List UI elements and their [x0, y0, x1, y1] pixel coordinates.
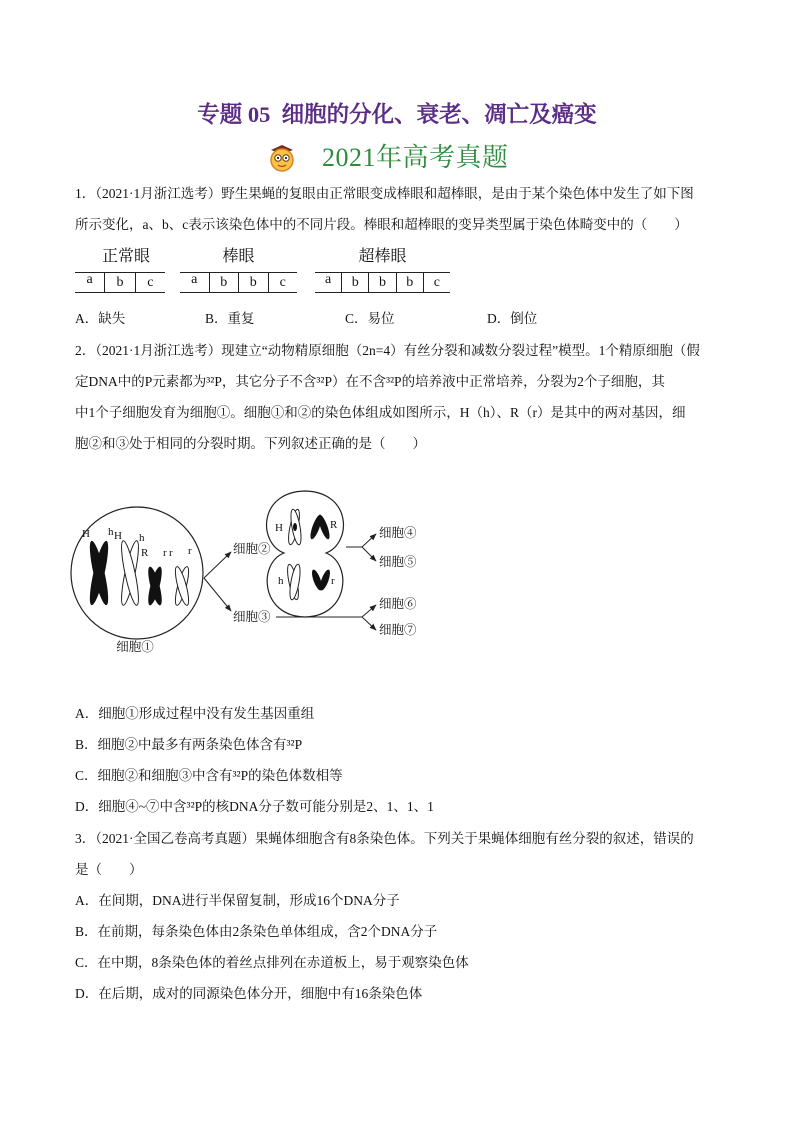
- cell-5-label: 细胞⑤: [379, 555, 417, 569]
- chromosome-large-black: [86, 540, 112, 607]
- chromosome-bar-normal: [75, 272, 165, 293]
- option-c: C．在中期，8条染色体的着丝点排列在赤道板上，易于观察染色体: [75, 955, 469, 970]
- stem-line: 是（ ）: [75, 862, 143, 877]
- cell-4-label: 细胞④: [379, 526, 417, 540]
- chromosome-large-white: [118, 540, 142, 607]
- pupil-right: [285, 157, 287, 159]
- segment: b: [209, 273, 239, 292]
- pupil-left: [277, 157, 279, 159]
- bar-label: 正常眼: [101, 246, 150, 265]
- question-3: [75, 823, 775, 1009]
- stem-line: 中1个子细胞发育为细胞①。细胞①和②的染色体组成如图所示，H（h）、R（r）是其中的两对基因，细: [75, 405, 686, 420]
- options-row: [75, 303, 775, 334]
- segment: c: [268, 273, 298, 292]
- segment: b: [104, 273, 134, 292]
- gene-label: H: [114, 530, 122, 542]
- cell-3-label: 细胞③: [233, 610, 271, 624]
- gene-label: r: [163, 547, 167, 559]
- segment: a: [191, 272, 198, 287]
- normal-eye-group: [75, 245, 165, 293]
- segment: c: [423, 273, 450, 292]
- cell-division-diagram: [0, 480, 794, 660]
- stem-line: 3．（2021·全国乙卷高考真题）果蝇体细胞含有8条染色体。下列关于果蝇体细胞有丝分裂的叙述，错误的: [75, 831, 694, 846]
- gene-label: r: [188, 545, 192, 557]
- question-1-stem: [75, 178, 775, 240]
- option-b: B．重复: [205, 311, 255, 326]
- arrow-to-cell-6: [362, 605, 376, 617]
- segment: a: [86, 272, 93, 287]
- segment: b: [368, 273, 395, 292]
- option-a: A．细胞①形成过程中没有发生基因重组: [75, 706, 315, 721]
- bar-label: 棒眼: [222, 246, 255, 265]
- question-1-figure: [0, 245, 794, 297]
- chromosome-bar-bar-eye: [180, 272, 297, 293]
- option-d: D．在后期，成对的同源染色体分开，细胞中有16条染色体: [75, 986, 423, 1001]
- option-d: D．细胞④~⑦中含³²P的核DNA分子数可能分别是2、1、1、1: [75, 799, 434, 814]
- arrow-to-cell-2: [204, 552, 231, 578]
- cell-2-label: 细胞②: [233, 542, 271, 556]
- stem-line: 胞②和③处于相同的分裂时期。下列叙述正确的是（ ）: [75, 436, 426, 451]
- gene-label: r: [331, 575, 335, 587]
- cell-7-label: 细胞⑦: [379, 623, 417, 637]
- stem-line: 1．（2021·1月浙江选考）野生果蝇的复眼由正常眼变成棒眼和超棒眼，是由于某个染色体中发生了如下图: [75, 186, 694, 201]
- gene-label: h: [278, 575, 284, 587]
- arrow-to-cell-4: [362, 534, 376, 547]
- question-1-options: [75, 303, 775, 334]
- option-d: D．倒位: [487, 311, 538, 326]
- option-c: C．易位: [345, 311, 395, 326]
- stem-line: 定DNA中的P元素都为³²P，其它分子不含³²P）在不含³²P的培养液中正常培养，分裂为2个子细胞，其: [75, 374, 665, 389]
- gene-label: H: [275, 522, 283, 534]
- question-2-stem: [75, 335, 775, 459]
- cell-1-label: 细胞①: [116, 640, 154, 654]
- chromosome-bottom-black: [310, 568, 332, 591]
- gene-label: h: [108, 526, 114, 538]
- arrow-to-cell-7: [362, 617, 376, 630]
- segment: a: [324, 272, 332, 287]
- chromosome-top-black: [308, 514, 331, 541]
- option-b: B．在前期，每条染色体由2条染色单体组成，含2个DNA分子: [75, 924, 438, 939]
- chromosome-bar-ultra-bar-eye: [315, 272, 450, 293]
- arrow-to-cell-5: [362, 547, 376, 561]
- gene-label: H: [82, 528, 90, 540]
- arrow-to-cell-3: [204, 578, 231, 611]
- segment: c: [135, 273, 165, 292]
- segment: b: [341, 273, 368, 292]
- section-subtitle: 2021年高考真题: [322, 143, 509, 172]
- bar-label: 超棒眼: [358, 246, 407, 265]
- stem-line: 2．（2021·1月浙江选考）现建立“动物精原细胞（2n=4）有丝分裂和减数分裂过程”模型。1个精原细胞（假: [75, 343, 700, 358]
- gene-label: R: [330, 519, 338, 531]
- segment: b: [396, 273, 423, 292]
- segment: b: [238, 273, 268, 292]
- option-a: A．缺失: [75, 311, 126, 326]
- option-a: A．在间期，DNA进行半保留复制，形成16个DNA分子: [75, 893, 400, 908]
- scholar-cartoon-icon: [266, 143, 298, 173]
- gene-label: r: [169, 547, 173, 559]
- dividing-cell-outline: [267, 491, 344, 617]
- chromosome-small-white: [173, 566, 191, 607]
- question-2-options: [75, 698, 775, 822]
- chromosome-bottom-white: [285, 564, 302, 601]
- cell-6-label: 细胞⑥: [379, 597, 417, 611]
- stem-line: 所示变化，a、b、c表示该染色体中的不同片段。棒眼和超棒眼的变异类型属于染色体畸变中的（ ）: [75, 217, 688, 232]
- face-circle: [271, 149, 293, 171]
- gene-label: R: [141, 547, 149, 559]
- gene-label: h: [139, 532, 145, 544]
- bar-eye-group: [180, 245, 297, 293]
- page-title: 专题 05 细胞的分化、衰老、凋亡及癌变: [197, 102, 597, 127]
- chromosome-small-black: [145, 566, 164, 607]
- option-b: B．细胞②中最多有两条染色体含有³²P: [75, 737, 303, 752]
- option-c: C．细胞②和细胞③中含有³²P的染色体数相等: [75, 768, 343, 783]
- chromosome-top-white: [286, 509, 303, 546]
- ultra-bar-eye-group: [315, 245, 450, 293]
